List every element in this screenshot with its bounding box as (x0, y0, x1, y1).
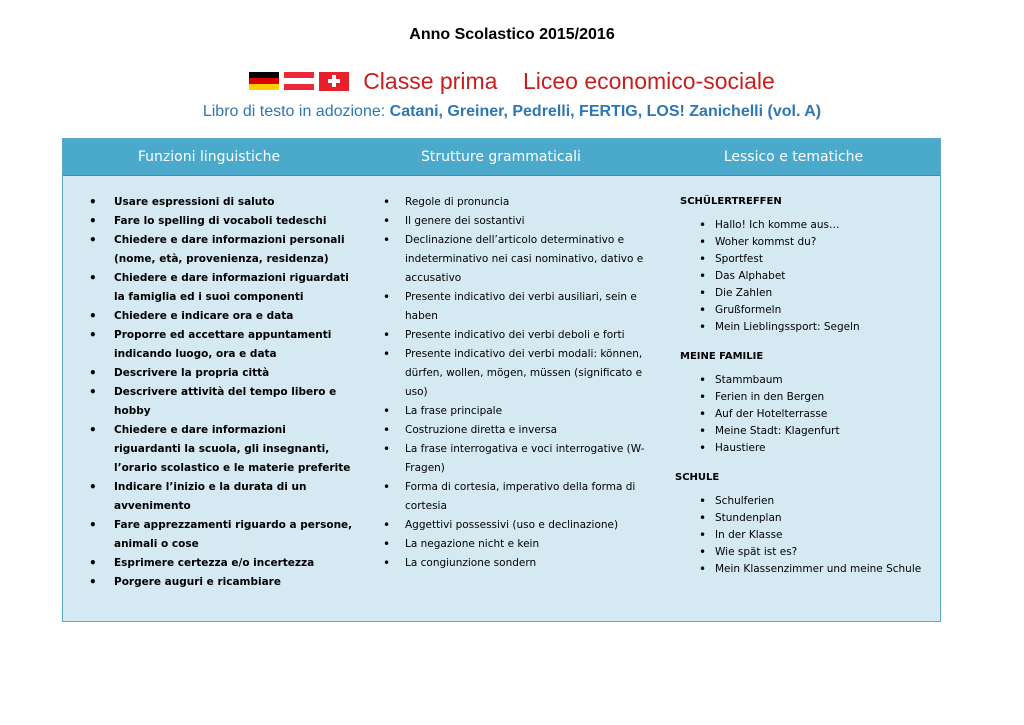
list-item: • Descrivere la propria città (63, 364, 355, 383)
list-item: • Woher kommst du? (675, 234, 940, 251)
list-item: • Forma di cortesia, imperativo della forma di cortesia (363, 478, 653, 516)
list-item: • Il genere dei sostantivi (363, 212, 653, 231)
list-item: • Haustiere (675, 440, 940, 457)
page-title: Classe prima Liceo economico-sociale (363, 67, 775, 94)
list-item: • Stammbaum (675, 372, 940, 389)
list-item: • Costruzione diretta e inversa (363, 421, 653, 440)
list-item: • Chiedere e dare informazioni riguardati la famiglia ed i suoi componenti (63, 269, 355, 307)
list-item: • In der Klasse (675, 527, 940, 544)
list-item: • Schulferien (675, 493, 940, 510)
list-item: • Mein Klassenzimmer und meine Schule (675, 561, 940, 578)
list-item: • Sportfest (675, 251, 940, 268)
list-item: • Presente indicativo dei verbi deboli e forti (363, 326, 653, 345)
list-item: • Aggettivi possessivi (uso e declinazione) (363, 516, 653, 535)
list-item: • Presente indicativo dei verbi ausiliari, sein e haben (363, 288, 653, 326)
table-header (63, 139, 940, 176)
column-lessico (675, 193, 940, 590)
flags (249, 72, 349, 91)
list-item: • Auf der Hotelterrasse (675, 406, 940, 423)
list-item: • Usare espressioni di saluto (63, 193, 355, 212)
section-schuelertreffen (675, 193, 940, 210)
list-item: • Hallo! Ich komme aus… (675, 217, 940, 234)
textbook-label: Libro di testo in adozione: (202, 103, 386, 120)
syllabus-table (62, 138, 941, 622)
list-item: • Porgere auguri e ricambiare (63, 573, 355, 592)
school-year: Anno Scolastico 2015/2016 (409, 26, 615, 43)
austria-flag-icon (284, 72, 314, 91)
list-item: • Chiedere e dare informazioni personali (nome, età, provenienza, residenza) (63, 231, 355, 269)
list-item: • La congiunzione sondern (363, 554, 653, 573)
list-item: • Das Alphabet (675, 268, 940, 285)
section-heading: SCHÜLERTREFFEN (680, 196, 782, 207)
column-strutture (363, 193, 653, 573)
list-item: • Meine Stadt: Klagenfurt (675, 423, 940, 440)
textbook-line (0, 103, 1024, 121)
list-item: • Stundenplan (675, 510, 940, 527)
section-heading: MEINE FAMILIE (680, 351, 764, 362)
section-schule (675, 469, 940, 486)
list-item: • Ferien in den Bergen (675, 389, 940, 406)
switzerland-flag-icon (319, 72, 349, 91)
list-item: • La negazione nicht e kein (363, 535, 653, 554)
header-lessico: Lessico e tematiche (723, 149, 864, 165)
column-funzioni (63, 193, 355, 592)
list-item: • La frase principale (363, 402, 653, 421)
section-heading: SCHULE (675, 472, 720, 483)
list-item: • La frase interrogativa e voci interrogative (W-Fragen) (363, 440, 653, 478)
title-row (0, 66, 1024, 96)
textbook-title: Catani, Greiner, Pedrelli, FERTIG, LOS! Zanichelli (vol. A) (389, 103, 822, 120)
list-item: • Esprimere certezza e/o incertezza (63, 554, 355, 573)
list-item: • Chiedere e indicare ora e data (63, 307, 355, 326)
list-item: • Wie spät ist es? (675, 544, 940, 561)
list-item: • Chiedere e dare informazioni riguardanti la scuola, gli insegnanti, l’orario scolastico e le materie preferite (63, 421, 355, 478)
header-funzioni: Funzioni linguistiche (137, 149, 281, 165)
list-item: • Regole di pronuncia (363, 193, 653, 212)
list-item: • Fare apprezzamenti riguardo a persone, animali o cose (63, 516, 355, 554)
list-item: • Descrivere attività del tempo libero e hobby (63, 383, 355, 421)
list-item: • Declinazione dell’articolo determinativo e indeterminativo nei casi nominativo, dativo e accusativo (363, 231, 653, 288)
list-item: • Proporre ed accettare appuntamenti indicando luogo, ora e data (63, 326, 355, 364)
list-item: • Indicare l’inizio e la durata di un avvenimento (63, 478, 355, 516)
germany-flag-icon (249, 72, 279, 91)
list-item: • Presente indicativo dei verbi modali: können, dürfen, wollen, mögen, müssen (significato e uso) (363, 345, 653, 402)
list-item: • Die Zahlen (675, 285, 940, 302)
header-strutture: Strutture grammaticali (421, 149, 581, 165)
section-meine-familie (675, 348, 940, 365)
list-item: • Mein Lieblingssport: Segeln (675, 319, 940, 336)
list-item: • Fare lo spelling di vocaboli tedeschi (63, 212, 355, 231)
list-item: • Grußformeln (675, 302, 940, 319)
